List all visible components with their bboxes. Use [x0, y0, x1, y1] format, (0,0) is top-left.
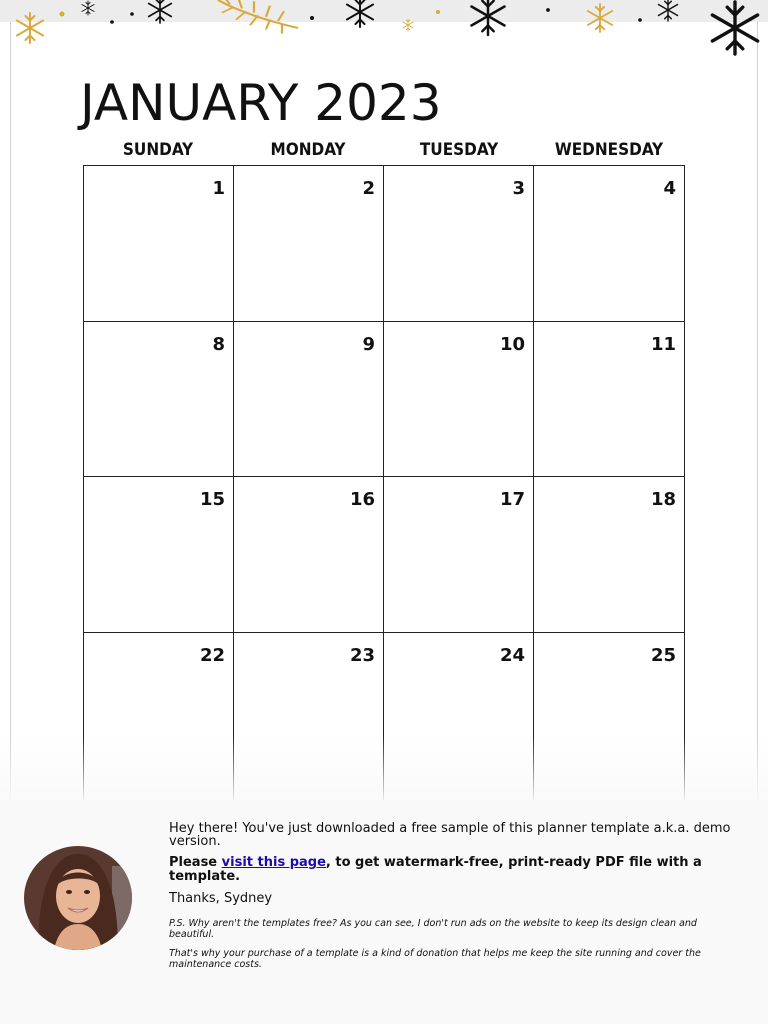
- weekday-wednesday: WEDNESDAY: [554, 140, 664, 160]
- day-number: 18: [650, 489, 676, 510]
- day-number: 24: [499, 645, 525, 666]
- page-title: JANUARY 2023: [80, 74, 442, 132]
- day-number: 11: [650, 334, 676, 355]
- day-cell: [83, 165, 234, 322]
- day-number: 8: [212, 334, 225, 355]
- snowflake-border: [0, 0, 768, 70]
- author-photo: [24, 846, 132, 950]
- day-cell: [533, 165, 685, 322]
- weekday-tuesday: TUESDAY: [419, 140, 499, 160]
- day-cell: [383, 165, 534, 322]
- day-cell: [383, 476, 534, 633]
- day-number: 22: [199, 645, 225, 666]
- day-cell: [233, 165, 384, 322]
- day-number: 1: [212, 178, 225, 199]
- cta-suffix: , to get watermark-free, print-ready PDF file with a template.: [169, 855, 702, 884]
- notice-intro: Hey there! You've just downloaded a free sample of this planner template a.k.a. demo version.: [169, 821, 731, 849]
- day-number: 16: [349, 489, 375, 510]
- day-number: 25: [650, 645, 676, 666]
- snowflake-icon: [82, 0, 758, 54]
- day-number: 10: [499, 334, 525, 355]
- gold-branch-icon: [17, 0, 612, 43]
- cta-prefix: Please: [169, 855, 222, 870]
- notice-cta: [169, 856, 744, 884]
- visit-page-link[interactable]: visit this page: [221, 855, 326, 870]
- day-number: 3: [512, 178, 525, 199]
- calendar-grid: [83, 165, 685, 805]
- notice-thanks: Thanks, Sydney: [169, 891, 273, 906]
- day-cell: [233, 476, 384, 633]
- day-number: 2: [362, 178, 375, 199]
- weekday-sunday: SUNDAY: [122, 140, 194, 160]
- day-number: 23: [349, 645, 375, 666]
- day-cell: [83, 476, 234, 633]
- notice-ps-1: P.S. Why aren't the templates free? As you can see, I don't run ads on the website to keep its design clean and beautiful.: [169, 918, 697, 940]
- day-cell: [383, 321, 534, 477]
- day-number: 9: [362, 334, 375, 355]
- sample-notice: [0, 800, 768, 1024]
- day-cell: [533, 476, 685, 633]
- day-cell: [233, 321, 384, 477]
- notice-ps-2: That's why your purchase of a template is a kind of donation that helps me keep the site running and cover the maintenance costs.: [169, 948, 701, 970]
- day-cell: [83, 321, 234, 477]
- page-fade: [0, 735, 768, 805]
- day-number: 4: [663, 178, 676, 199]
- avatar: [24, 846, 132, 950]
- notice-text: [169, 822, 744, 979]
- day-cell: [533, 321, 685, 477]
- day-number: 15: [199, 489, 225, 510]
- day-number: 17: [499, 489, 525, 510]
- weekday-monday: MONDAY: [270, 140, 346, 160]
